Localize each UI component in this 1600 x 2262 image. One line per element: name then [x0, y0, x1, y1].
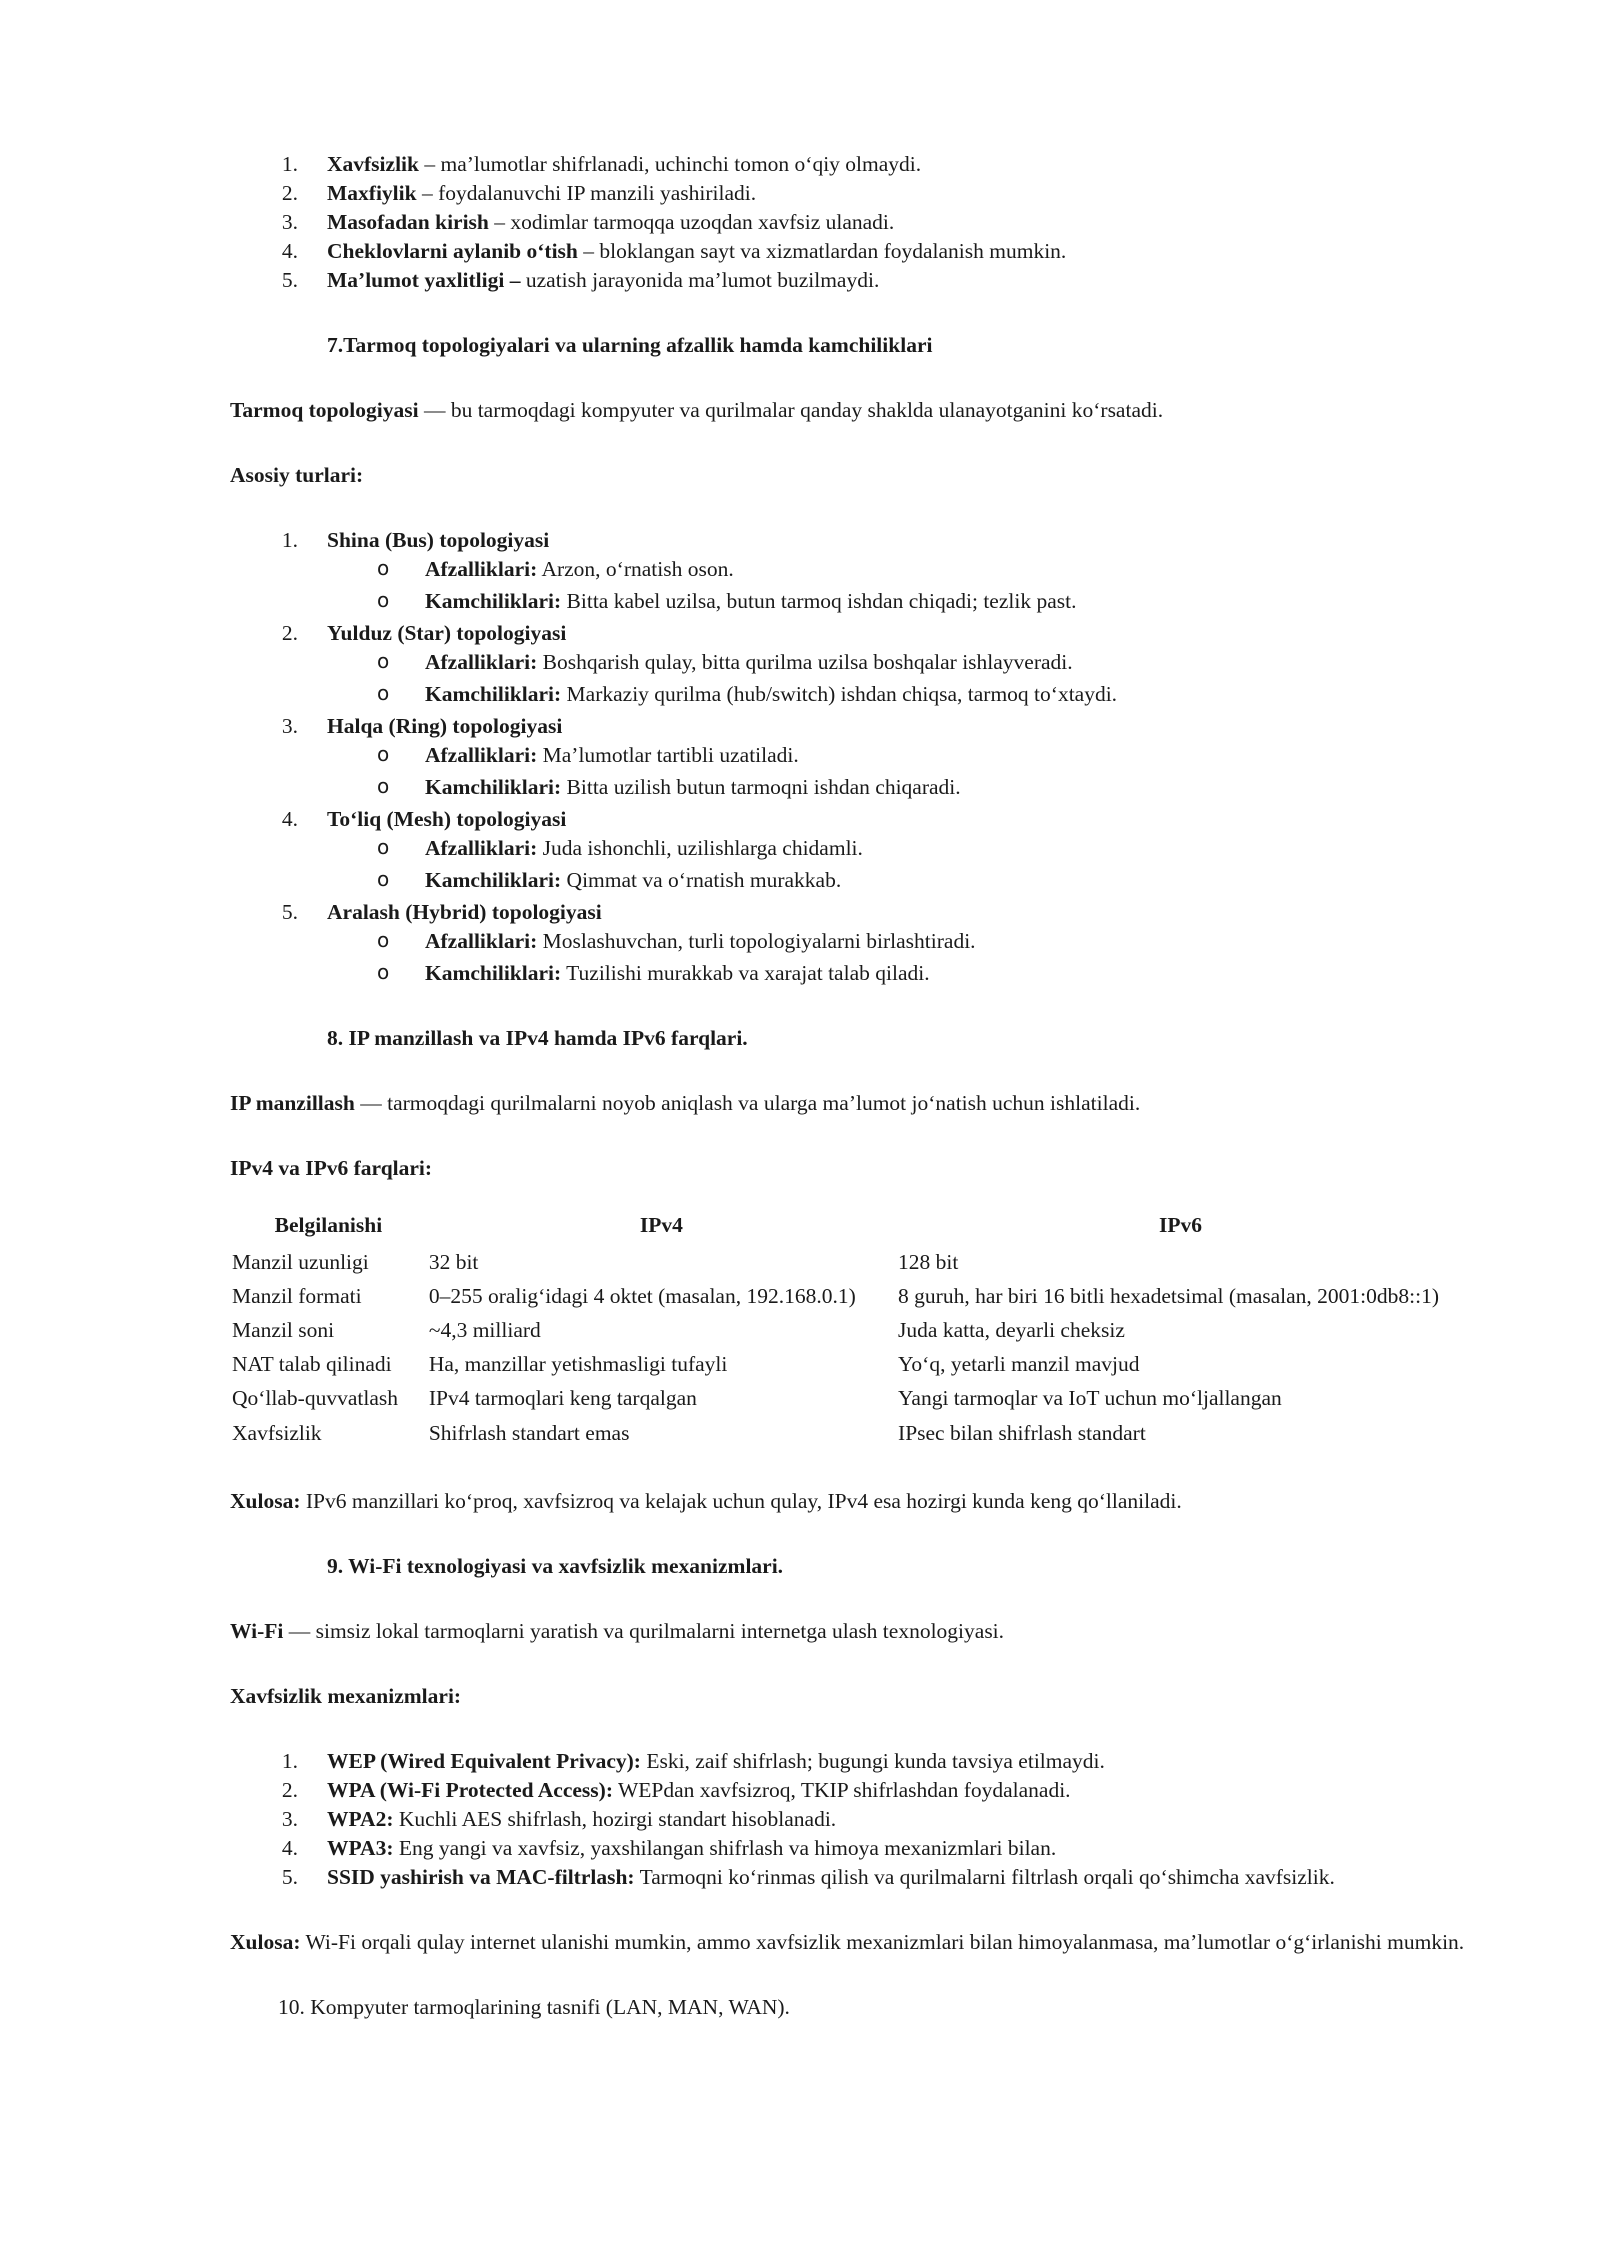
table-cell: Shifrlash standart emas — [428, 1420, 630, 1445]
cons-item: o Kamchiliklari: Markaziy qurilma (hub/switch) ishdan chiqsa, tarmoq to‘xtaydi. — [230, 680, 1480, 709]
document-content — [230, 150, 1480, 2022]
pros-item: o Afzalliklari: Moslashuvchan, turli topologiyalarni birlashtiradi. — [230, 927, 1480, 956]
table-header: Belgilanishi — [274, 1213, 383, 1238]
list-item: 5. Ma’lumot yaxlitligi – uzatish jarayonida ma’lumot buzilmaydi. — [281, 268, 880, 293]
topology-definition: Tarmoq topologiyasi — bu tarmoqdagi kompyuter va qurilmalar qanday shaklda ulanayotganini ko‘rsatadi. — [230, 398, 1164, 423]
table-row — [230, 1314, 1465, 1348]
table-cell: 32 bit — [428, 1250, 479, 1275]
list-item: 4. To‘liq (Mesh) topologiyasi — [281, 807, 567, 832]
table-header: IPv4 — [639, 1213, 683, 1238]
table-row — [230, 1280, 1465, 1314]
table-cell: NAT talab qilinadi — [232, 1352, 392, 1377]
types-label: Asosiy turlari: — [230, 463, 364, 488]
list-item: 4. Cheklovlarni aylanib o‘tish – bloklangan sayt va xizmatlardan foydalanish mumkin. — [281, 239, 1067, 264]
topology-list — [230, 526, 1480, 555]
pros-item: o Afzalliklari: Ma’lumotlar tartibli uzatiladi. — [230, 741, 1480, 770]
topology-3-details — [230, 741, 1480, 802]
topology-list — [230, 712, 1480, 741]
list-item: 5. Aralash (Hybrid) topologiyasi — [281, 900, 602, 925]
topology-list — [230, 805, 1480, 834]
ip-diff-label: IPv4 va IPv6 farqlari: — [230, 1156, 433, 1181]
table-cell: Manzil formati — [232, 1284, 362, 1309]
topology-5-details — [230, 927, 1480, 988]
table-cell: Xavfsizlik — [232, 1420, 322, 1445]
table-header: IPv6 — [1159, 1213, 1203, 1238]
mechanisms-label: Xavfsizlik mexanizmlari: — [230, 1683, 462, 1708]
table-cell: Ha, manzillar yetishmasligi tufayli — [428, 1352, 728, 1377]
cons-item: o Kamchiliklari: Bitta kabel uzilsa, butun tarmoq ishdan chiqadi; tezlik past. — [230, 587, 1480, 616]
table-row — [230, 1348, 1465, 1382]
table-cell: 0–255 oralig‘idagi 4 oktet (masalan, 192.168.0.1) — [428, 1284, 856, 1309]
table-cell: ~4,3 milliard — [428, 1318, 541, 1343]
pros-item: o Afzalliklari: Boshqarish qulay, bitta qurilma uzilsa boshqalar ishlayveradi. — [230, 648, 1480, 677]
cons-item: o Kamchiliklari: Tuzilishi murakkab va xarajat talab qiladi. — [230, 959, 1480, 988]
list-item: 5. SSID yashirish va MAC-filtrlash: Tarmoqni ko‘rinmas qilish va qurilmalarni filtrlash orqali qo‘shimcha xavfsizlik. — [281, 1864, 1335, 1889]
table-cell: IPsec bilan shifrlash standart — [898, 1420, 1146, 1445]
table-cell: Qo‘llab-quvvatlash — [232, 1386, 398, 1411]
cons-item: o Kamchiliklari: Qimmat va o‘rnatish murakkab. — [230, 866, 1480, 895]
table-cell: Yangi tarmoqlar va IoT uchun mo‘ljallangan — [898, 1386, 1282, 1411]
list-item: 1. WEP (Wired Equivalent Privacy): Eski, zaif shifrlash; bugungi kunda tavsiya etilmaydi. — [281, 1748, 1105, 1773]
table-cell: 128 bit — [898, 1250, 959, 1275]
wifi-conclusion: Xulosa: Wi-Fi orqali qulay internet ulanishi mumkin, ammo xavfsizlik mexanizmlari bilan himoyalanmasa, ma’lumotlar o‘g‘irlanishi mumkin. — [230, 1929, 1465, 1954]
table-row — [230, 1246, 1465, 1280]
table-cell: Yo‘q, yetarli manzil mavjud — [898, 1352, 1140, 1377]
table-header-row — [230, 1209, 1465, 1246]
list-item: 3. Masofadan kirish – xodimlar tarmoqqa uzoqdan xavfsiz ulanadi. — [281, 210, 895, 235]
topology-list — [230, 619, 1480, 648]
ip-definition: IP manzillash — tarmoqdagi qurilmalarni noyob aniqlash va ularga ma’lumot jo‘natish uchun ishlatiladi. — [230, 1091, 1141, 1116]
section-9-heading: 9. Wi-Fi texnologiyasi va xavfsizlik mexanizmlari. — [327, 1553, 784, 1578]
cons-item: o Kamchiliklari: Bitta uzilish butun tarmoqni ishdan chiqaradi. — [230, 773, 1480, 802]
list-item: 2. Yulduz (Star) topologiyasi — [281, 621, 567, 646]
list-item: 2. WPA (Wi-Fi Protected Access): WEPdan xavfsizroq, TKIP shifrlashdan foydalanadi. — [281, 1777, 1071, 1802]
table-row — [230, 1417, 1465, 1451]
table-row — [230, 1382, 1465, 1416]
list-item: 2. Maxfiylik – foydalanuvchi IP manzili yashiriladi. — [281, 181, 757, 206]
section-8-heading: 8. IP manzillash va IPv4 hamda IPv6 farqlari. — [327, 1026, 748, 1051]
list-item: 1. Xavfsizlik – ma’lumotlar shifrlanadi, uchinchi tomon o‘qiy olmaydi. — [281, 152, 922, 176]
topology-2-details — [230, 648, 1480, 709]
list-item: 4. WPA3: Eng yangi va xavfsiz, yaxshilangan shifrlash va himoya mexanizmlari bilan. — [281, 1835, 1057, 1860]
pros-item: o Afzalliklari: Arzon, o‘rnatish oson. — [230, 555, 1480, 584]
ipv4-ipv6-table — [230, 1209, 1465, 1450]
list-item: 1. Shina (Bus) topologiyasi — [281, 528, 550, 553]
table-cell: Juda katta, deyarli cheksiz — [898, 1318, 1125, 1343]
section-7-heading: 7.Tarmoq topologiyalari va ularning afzallik hamda kamchiliklari — [327, 333, 933, 358]
topology-1-details — [230, 555, 1480, 616]
list-item: 3. WPA2: Kuchli AES shifrlash, hozirgi standart hisoblanadi. — [281, 1806, 837, 1831]
security-mechanisms-list — [230, 1747, 1480, 1892]
topology-4-details — [230, 834, 1480, 895]
table-cell: 8 guruh, har biri 16 bitli hexadetsimal (masalan, 2001:0db8::1) — [898, 1284, 1440, 1309]
vpn-benefits-list — [230, 150, 1480, 295]
pros-item: o Afzalliklari: Juda ishonchli, uzilishlarga chidamli. — [230, 834, 1480, 863]
ip-conclusion: Xulosa: IPv6 manzillari ko‘proq, xavfsizroq va kelajak uchun qulay, IPv4 esa hozirgi kunda keng qo‘llaniladi. — [230, 1488, 1182, 1513]
wifi-definition: Wi-Fi — simsiz lokal tarmoqlarni yaratish va qurilmalarni internetga ulash texnologiyasi. — [230, 1618, 1005, 1643]
list-item: 3. Halqa (Ring) topologiyasi — [281, 714, 563, 739]
topology-list — [230, 898, 1480, 927]
table-cell: Manzil soni — [232, 1318, 335, 1343]
table-cell: IPv4 tarmoqlari keng tarqalgan — [428, 1386, 697, 1411]
table-cell: Manzil uzunligi — [232, 1250, 369, 1275]
section-10-heading: 10. Kompyuter tarmoqlarining tasnifi (LAN, MAN, WAN). — [278, 1994, 790, 2019]
